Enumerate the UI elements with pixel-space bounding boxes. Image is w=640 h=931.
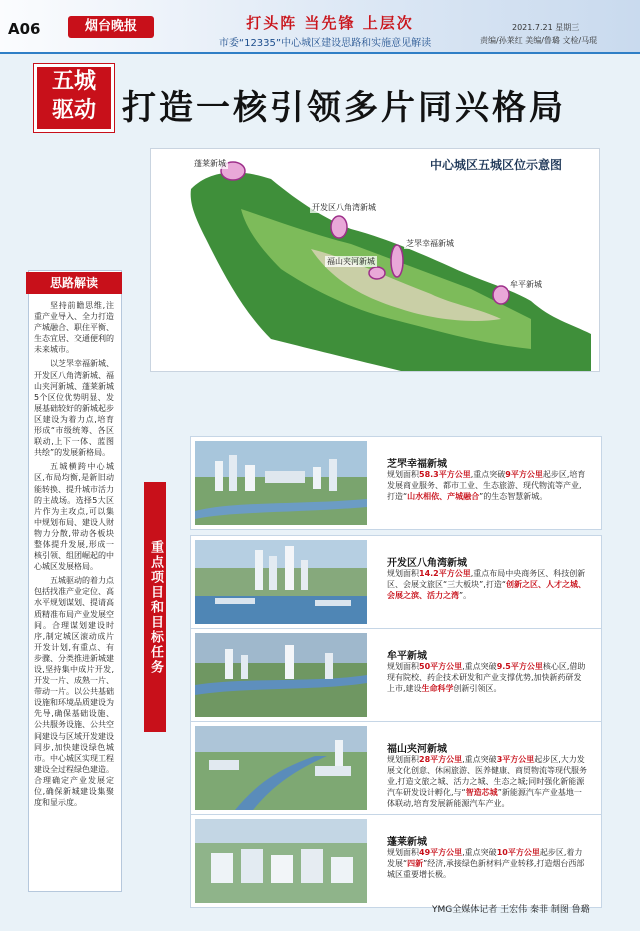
map-label-zhifu: 芝罘幸福新城 [406, 239, 454, 248]
project-rendering [195, 726, 367, 810]
bajiaowan-marker [331, 216, 347, 238]
editors-credit: 责编/孙莱红 美编/鲁璐 文检/马琨 [480, 36, 598, 45]
sidebar-text [34, 300, 114, 811]
reporter-credit: YMG全媒体记者 王宏伟 秦菲 制图 鲁璐 [432, 905, 590, 915]
badge-line-2: 驱动 [51, 98, 96, 123]
project-name: 芝罘幸福新城 [387, 459, 447, 470]
sidebar-paragraph: 五城驱动的着力点包括找准产业定位、高水平规划谋划、提请高质精准布局产业发展空间。合理谋划建设时序,制定城区滚动成片开发计划,有重点、有步骤、分类推进新城建设,坚持集中成片开发,开发一片、成熟一片、带动一片。以公共基础设施和环境品质建设为先导,确保基础设施、公共服务设施、公共空间建设与区域开发建设同步,加快建设绿色城市。中心城区实现工程建设全过程绿色建造。合理确定产业发展定位,确保新城建设集聚度和显示度。 [34, 576, 114, 808]
map-label-muping: 牟平新城 [510, 280, 542, 289]
badge-line-1: 五城 [51, 69, 96, 94]
map-label-bajiaowan: 开发区八角湾新城 [312, 203, 376, 212]
project-card [190, 721, 602, 815]
sidebar-paragraph: 坚持前瞻思维,注重产业导入、全力打造产城融合、职住平衡、生态宜居、交通便利的未来城市。 [34, 301, 114, 355]
sidebar-paragraph: 以芝罘幸福新城、开发区八角湾新城、福山夹河新城、蓬莱新城5个区位优势明显、发展基础较好的新城起步区建设为着力点,培育形成“市级统筹、各区联动,上下一体、蓝图共绘”的发展新格局。 [34, 359, 114, 458]
page-number: A06 [8, 20, 41, 38]
project-card [190, 436, 602, 530]
project-name: 开发区八角湾新城 [387, 558, 467, 569]
map-label-fushan: 福山夹河新城 [327, 257, 375, 266]
page-title: 打造一核引领多片同兴格局 [122, 88, 566, 128]
newspaper-logo: 烟台晚报 [68, 16, 154, 38]
project-description: 规划面积28平方公里,重点突破3平方公里起步区,大力发展文化创意、休闲旅游、医养健康、商贸物流等现代服务业,打造文旅之城、活力之城、生态之城;同时强化新能源汽车研发设计孵化,与“智造芯城”新能源汽车产业基地一体联动,培育发展新能源汽车产业。 [387, 755, 587, 808]
project-name: 牟平新城 [387, 651, 427, 662]
project-description: 规划面积49平方公里,重点突破10平方公里起步区,着力发展“四新”经济,承接绿色新材料产业转移,打造烟台西部城区重要增长极。 [387, 848, 585, 879]
sidebar-heading: 思路解读 [26, 272, 122, 294]
fushan-marker [369, 267, 385, 279]
project-card [190, 535, 602, 629]
project-name: 福山夹河新城 [387, 744, 447, 755]
header-slogan: 打头阵 当先锋 上层次 [246, 14, 414, 32]
zhifu-marker [391, 245, 403, 277]
section-tag: 重点项目和目标任务 [144, 482, 166, 732]
project-card [190, 628, 602, 722]
map-title: 中心城区五城区位示意图 [430, 158, 563, 172]
muping-marker [493, 286, 509, 304]
header-sub-slogan: 市委“12335”中心城区建设思路和实施意见解读 [218, 38, 432, 49]
project-description: 规划面积50平方公里,重点突破9.5平方公里核心区,借助现有院校、药企技术研发和产业支撑优势,加快新药研发上市,建设生命科学创新引领区。 [387, 662, 586, 693]
map-label-penglai: 蓬莱新城 [194, 159, 226, 168]
project-rendering [195, 819, 367, 903]
project-name: 蓬莱新城 [387, 837, 427, 848]
project-rendering [195, 540, 367, 624]
project-card [190, 814, 602, 908]
section-badge [34, 64, 114, 132]
sidebar-paragraph: 五城横跨中心城区,布局均衡,是新旧动能转换、提升城市活力的主战场。选择5大区片作为主攻点,可以集中规划布局、建设人财物力分散,带动各板块整体提升发展,形成一核引领、组团崛起的中心城区发展格局。 [34, 462, 114, 572]
project-description: 规划面积14.2平方公里,重点布局中央商务区、科技创新区、会展文旅区“三大板块”,打造“创新之区、人才之城、会展之滨、活力之湾”。 [387, 569, 586, 600]
issue-date: 2021.7.21 星期三 [512, 23, 580, 32]
project-rendering [195, 441, 367, 525]
project-rendering [195, 633, 367, 717]
project-description: 规划面积58.3平方公里,重点突破9平方公里起步区,培育发展商业服务、都市工业、生态旅游、现代物流等产业,打造“山水相依、产城融合”的生态智慧新城。 [387, 470, 586, 501]
